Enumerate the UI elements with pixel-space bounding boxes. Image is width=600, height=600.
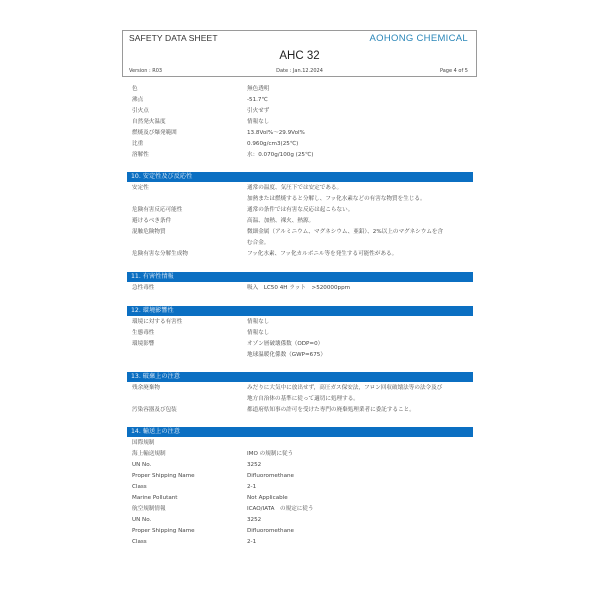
section-row: 地方自治体の基準に従って適切に処理する。 — [247, 396, 359, 402]
section-row: Marine Pollutant Not Applicable — [132, 495, 288, 501]
section-row: 環境に対する有害性 情報なし — [132, 319, 270, 325]
page-number: Page 4 of 5 — [439, 68, 468, 74]
section-row: 加熱または燃焼すると分解し、フッ化水素などの有害な物質を生じる。 — [247, 196, 426, 202]
section-title: 10. 安定性及び反応性 — [127, 172, 473, 182]
section-row: む合金。 — [247, 240, 270, 246]
section-title: 14. 輸送上の注意 — [127, 427, 473, 437]
section-14 — [127, 427, 473, 548]
section-13 — [127, 372, 473, 416]
property-row: 溶解性 水：0.070g/100g (25℃) — [132, 152, 314, 158]
section-row: 危険有害反応可能性 通常の条件では有害な反応は起こらない。 — [132, 207, 354, 213]
section-row: Class 2-1 — [132, 539, 257, 545]
section-row: 急性毒性 吸入 LC50 4H ラット >520000ppm — [132, 285, 351, 291]
section-row: 混触危険物質 微細金属（アルミニウム、マグネシウム、亜鉛）、2%以上のマグネシウムを含 — [132, 229, 444, 235]
section-row: 海上輸送規制 IMO の規制に従う — [132, 451, 294, 457]
section-title: 11. 有害性情報 — [127, 272, 473, 282]
property-row: 自然発火温度 情報なし — [132, 119, 270, 125]
property-row: 沸点 -51.7℃ — [132, 97, 268, 103]
section-row: Class 2-1 — [132, 484, 257, 490]
section-title: 13. 破棄上の注意 — [127, 372, 473, 382]
section-row: 避けるべき条件 高温、加熱、裸火、熱源。 — [132, 218, 315, 224]
version: Version : R03 — [129, 68, 163, 74]
section-row: UN No. 3252 — [132, 462, 262, 468]
section-title: 12. 環境影響性 — [127, 306, 473, 316]
document-header — [122, 30, 477, 77]
property-row: 燃焼及び爆発範囲 13.8Vol%～29.9Vol% — [132, 130, 305, 136]
section-row: 航空規制情報 ICAO/IATA の規定に従う — [132, 506, 314, 512]
section-row: Proper Shipping Name Difluoromethane — [132, 473, 294, 479]
section-row: 安定性 通常の温度、気圧下では安定である。 — [132, 185, 343, 191]
physical-properties — [127, 84, 473, 161]
section-row: Proper Shipping Name Difluoromethane — [132, 528, 294, 534]
section-row: 生態毒性 情報なし — [132, 330, 270, 336]
section-11 — [127, 272, 473, 294]
section-row: 環境影響 オゾン層破壊係数（ODP=0） — [132, 341, 324, 347]
section-12 — [127, 306, 473, 361]
section-row: 残余廃棄物 みだりに大気中に放出せず，高圧ガス保安法，フロン回収破壊法等の法令及び — [132, 385, 443, 391]
property-row: 色 無色透明 — [132, 86, 270, 92]
product-name: AHC 32 — [279, 50, 320, 62]
section-row: 危険有害な分解生成物 フッ化水素、フッ化カルボニル等を発生する可能性がある。 — [132, 251, 398, 257]
section-row: 地球温暖化係数（GWP=675） — [247, 352, 326, 358]
sds-page — [122, 30, 477, 77]
doc-type: SAFETY DATA SHEET — [129, 33, 218, 43]
property-row: 比重 0.960g/cm3(25℃) — [132, 141, 299, 147]
company-name: AOHONG CHEMICAL — [369, 33, 468, 44]
section-row: UN No. 3252 — [132, 517, 262, 523]
section-row: 汚染容器及び包装 都道府県知事の許可を受けた専門の廃棄処理業者に委託すること。 — [132, 407, 415, 413]
date: Date : Jan.12.2024 — [276, 68, 323, 74]
section-10 — [127, 172, 473, 260]
property-row: 引火点 引火せず — [132, 108, 270, 114]
section-row: 国際規制 — [132, 440, 155, 446]
